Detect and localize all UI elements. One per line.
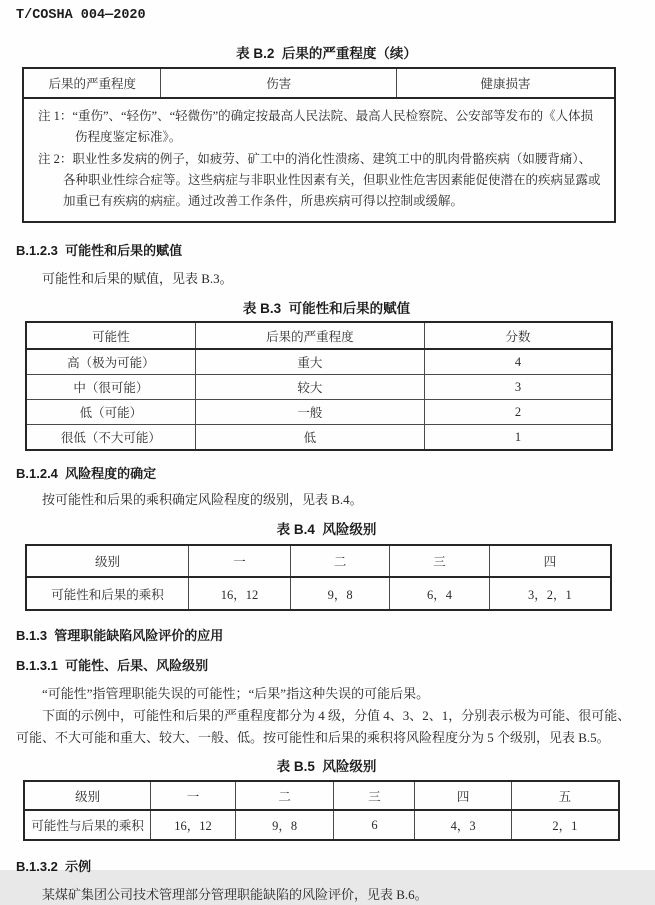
table-b4-data-row	[26, 577, 611, 610]
table-b5-header-cell: 一	[151, 781, 235, 810]
document-code: T/COSHA 004—2020	[16, 8, 146, 23]
table-b5-cell: 6	[334, 810, 415, 840]
table-b5-header-row	[24, 781, 619, 810]
table-b3-cell: 重大	[195, 349, 424, 375]
table-b3-row	[26, 349, 612, 375]
table-b3-cell: 较大	[195, 375, 424, 400]
table-b2-header-cell: 后果的严重程度	[23, 68, 161, 98]
table-b4-header-cell: 三	[390, 545, 489, 577]
table-b4-header-cell: 二	[290, 545, 389, 577]
table-b5-header-cell: 级别	[24, 781, 151, 810]
table-b3-row	[26, 425, 612, 451]
note-2	[38, 149, 602, 212]
section-heading-b124: B.1.2.4 风险程度的确定	[16, 466, 157, 481]
table-b3-cell: 1	[424, 425, 612, 451]
table-b5-header-cell: 五	[511, 781, 619, 810]
table-b3-cell: 低（可能）	[26, 400, 195, 425]
table-b3-cell: 很低（不大可能）	[26, 425, 195, 451]
table-b3-cell: 高（极为可能）	[26, 349, 195, 375]
table-b2-header-cell: 健康损害	[397, 68, 615, 98]
table-b3-cell: 一般	[195, 400, 424, 425]
paragraph-b131-1: “可能性”指管理职能失误的可能性；“后果”指这种失误的可能后果。	[42, 686, 430, 701]
note-1-label: 注 1：	[38, 109, 73, 123]
table-b3-row	[26, 400, 612, 425]
table-b3-header-row	[26, 322, 612, 349]
table-b4-header-cell: 四	[489, 545, 611, 577]
paragraph-b132: 某煤矿集团公司技术管理部分管理职能缺陷的风险评价，见表 B.6。	[42, 887, 428, 902]
table-b2-header-row	[23, 68, 615, 98]
table-b3-caption: 表 B.3 可能性和后果的赋值	[242, 301, 411, 316]
table-b4-header-cell: 级别	[26, 545, 189, 577]
table-b3-cell: 4	[424, 349, 612, 375]
note-1-text: “重伤”、“轻伤”、“轻微伤”的确定按最高人民法院、最高人民检察院、公安部等发布的《人体损伤程度鉴定标准》。	[72, 109, 594, 144]
paragraph-b131-2: 下面的示例中，可能性和后果的严重程度都分为 4 级，分值 4、3、2、1，分别表示极为可能、很可能、可能、不大可能和重大、较大、一般、低。按可能性和后果的乘积将风险程度分为 5 个级别，见表 B.5。	[16, 708, 631, 745]
table-b5-data-row	[24, 810, 619, 840]
table-b3-header-cell: 后果的严重程度	[195, 322, 424, 349]
table-b3-header-cell: 分数	[424, 322, 612, 349]
table-b3-row	[26, 375, 612, 400]
table-b4-cell: 9，8	[290, 577, 389, 610]
table-b3	[25, 321, 613, 451]
table-b3-cell: 低	[195, 425, 424, 451]
table-b4-cell: 16，12	[189, 577, 291, 610]
table-b5-header-cell: 二	[235, 781, 334, 810]
table-b2	[22, 67, 616, 223]
table-b4	[25, 544, 612, 611]
paragraph-b123: 可能性和后果的赋值，见表 B.3。	[42, 271, 233, 286]
table-b4-cell: 3，2，1	[489, 577, 611, 610]
table-b4-caption: 表 B.4 风险级别	[276, 522, 377, 537]
table-b5-cell: 2，1	[511, 810, 619, 840]
table-b5-header-cell: 四	[415, 781, 511, 810]
table-b5-cell: 9，8	[235, 810, 334, 840]
table-b5-cell: 16，12	[151, 810, 235, 840]
table-b5	[23, 780, 620, 841]
paragraph-b124: 按可能性和后果的乘积确定风险程度的级别，见表 B.4。	[42, 492, 363, 507]
table-b5-header-cell: 三	[334, 781, 415, 810]
table-b4-row-label: 可能性和后果的乘积	[26, 577, 189, 610]
table-b5-row-label: 可能性与后果的乘积	[24, 810, 151, 840]
table-b2-notes-row	[23, 98, 615, 222]
section-heading-b13: B.1.3 管理职能缺陷风险评价的应用	[16, 628, 224, 643]
note-2-text: 职业性多发病的例子，如疲劳、矿工中的消化性溃疡、建筑工中的肌肉骨骼疾病（如腰背痛）、各种职业性综合症等。这些病症与非职业性因素有关，但职业性危害因素能促使潜在的疾病显露或加重已有疾病的病症。通过改善工作条件，所患疾病可得以控制或缓解。	[63, 152, 601, 208]
section-heading-b123: B.1.2.3 可能性和后果的赋值	[16, 243, 183, 258]
table-b4-header-row	[26, 545, 611, 577]
table-b4-cell: 6，4	[390, 577, 489, 610]
section-heading-b132: B.1.3.2 示例	[16, 859, 92, 874]
table-b3-header-cell: 可能性	[26, 322, 195, 349]
table-b3-cell: 中（很可能）	[26, 375, 195, 400]
section-heading-b131: B.1.3.1 可能性、后果、风险级别	[16, 658, 209, 673]
table-b5-caption: 表 B.5 风险级别	[276, 759, 377, 774]
note-1	[38, 106, 602, 148]
table-b3-cell: 2	[424, 400, 612, 425]
table-b3-cell: 3	[424, 375, 612, 400]
table-b2-caption: 表 B.2 后果的严重程度（续）	[236, 46, 417, 61]
note-2-label: 注 2：	[38, 152, 73, 166]
table-b2-notes-cell	[23, 98, 615, 222]
table-b2-header-cell: 伤害	[161, 68, 397, 98]
table-b5-cell: 4，3	[415, 810, 511, 840]
table-b4-header-cell: 一	[189, 545, 291, 577]
